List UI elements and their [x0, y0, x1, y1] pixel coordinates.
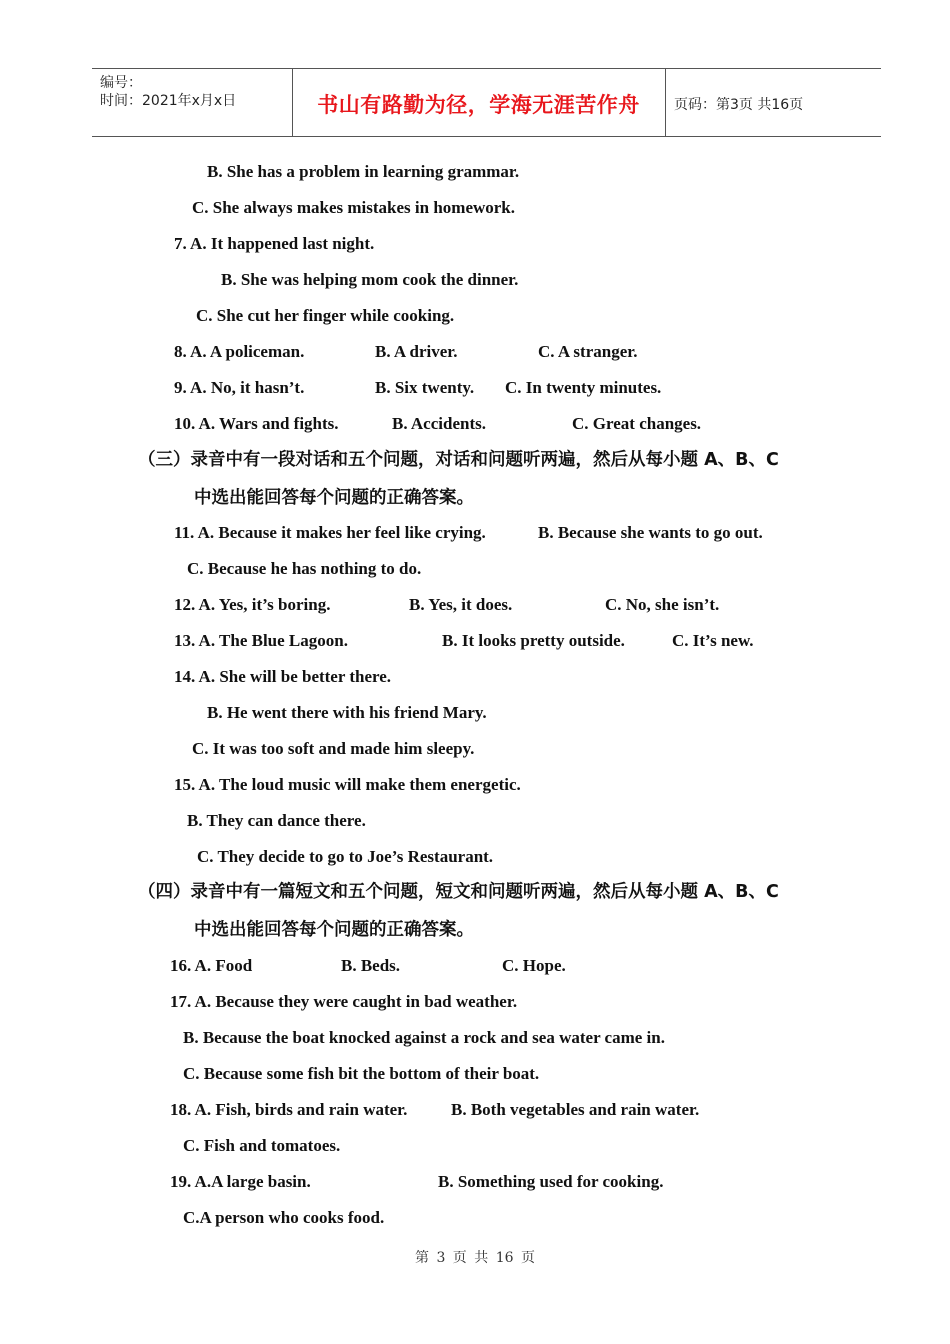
answer-option-line: 10. A. Wars and fights.: [174, 414, 339, 433]
answer-option-line: C. They decide to go to Joe’s Restaurant.: [197, 847, 494, 866]
answer-option-line: C. Because he has nothing to do.: [187, 559, 422, 578]
answer-option-line: C. Fish and tomatoes.: [183, 1136, 341, 1155]
section-4-instruction: （四）录音中有一篇短文和五个问题，短文和问题听两遍，然后从每小题 A、B、C: [138, 882, 779, 902]
answer-option-line: 17. A. Because they were caught in bad weather.: [170, 992, 518, 1011]
answer-option-line: B. He went there with his friend Mary.: [207, 703, 487, 722]
answer-option-line: C. She cut her finger while cooking.: [196, 306, 455, 325]
section-4-instruction-cont: 中选出能回答每个问题的正确答案。: [194, 920, 474, 940]
answer-option-line: C. Hope.: [502, 956, 566, 975]
answer-option-line: B. She was helping mom cook the dinner.: [221, 270, 519, 289]
header-right-cell: [665, 69, 881, 136]
motto: 书山有路勤为径，学海无涯苦作舟: [317, 93, 640, 117]
answer-option-line: C. It was too soft and made him sleepy.: [192, 739, 475, 758]
page-footer: 第 3 页 共 16 页: [415, 1250, 535, 1266]
header-left-cell: [92, 69, 293, 136]
answer-option-line: 14. A. She will be better there.: [174, 667, 392, 686]
header-motto-cell: [292, 69, 666, 136]
answer-option-line: 19. A.A large basin.: [170, 1172, 311, 1191]
answer-option-line: 18. A. Fish, birds and rain water.: [170, 1100, 408, 1119]
answer-option-line: 15. A. The loud music will make them energetic.: [174, 775, 521, 794]
answer-option-line: B. She has a problem in learning grammar.: [207, 162, 520, 181]
answer-option-line: B. It looks pretty outside.: [442, 631, 625, 650]
answer-option-line: C. It’s new.: [672, 631, 754, 650]
section-3-instruction-cont: 中选出能回答每个问题的正确答案。: [194, 488, 474, 508]
answer-option-line: B. A driver.: [375, 342, 458, 361]
time-label: 时间：2021年x月x日: [100, 93, 237, 109]
answer-option-line: 8. A. A policeman.: [174, 342, 305, 361]
answer-option-line: 16. A. Food: [170, 956, 253, 975]
answer-option-line: B. Because the boat knocked against a rock and sea water came in.: [183, 1028, 665, 1047]
section-3-instruction: （三）录音中有一段对话和五个问题，对话和问题听两遍，然后从每小题 A、B、C: [138, 450, 779, 470]
answer-option-line: C.A person who cooks food.: [183, 1208, 385, 1227]
answer-option-line: 11. A. Because it makes her feel like crying.: [174, 523, 486, 542]
answer-option-line: C. A stranger.: [538, 342, 638, 361]
answer-option-line: C. In twenty minutes.: [505, 378, 662, 397]
answer-option-line: B. Because she wants to go out.: [538, 523, 763, 542]
page-info: 页码：第3页 共16页: [674, 97, 804, 113]
answer-option-line: B. Accidents.: [392, 414, 486, 433]
answer-option-line: C. Great changes.: [572, 414, 702, 433]
answer-option-line: B. They can dance there.: [187, 811, 366, 830]
answer-option-line: C. Because some fish bit the bottom of their boat.: [183, 1064, 540, 1083]
answer-option-line: 12. A. Yes, it’s boring.: [174, 595, 331, 614]
answer-option-line: C. She always makes mistakes in homework.: [192, 198, 516, 217]
number-label: 编号：: [100, 75, 142, 91]
answer-option-line: 7. A. It happened last night.: [174, 234, 375, 253]
page-header: [92, 68, 881, 137]
answer-option-line: B. Both vegetables and rain water.: [451, 1100, 700, 1119]
answer-option-line: B. Beds.: [341, 956, 401, 975]
answer-option-line: B. Six twenty.: [375, 378, 475, 397]
answer-option-line: C. No, she isn’t.: [605, 595, 720, 614]
answer-option-line: 13. A. The Blue Lagoon.: [174, 631, 348, 650]
answer-option-line: B. Yes, it does.: [409, 595, 513, 614]
answer-option-line: B. Something used for cooking.: [438, 1172, 664, 1191]
answer-option-line: 9. A. No, it hasn’t.: [174, 378, 305, 397]
